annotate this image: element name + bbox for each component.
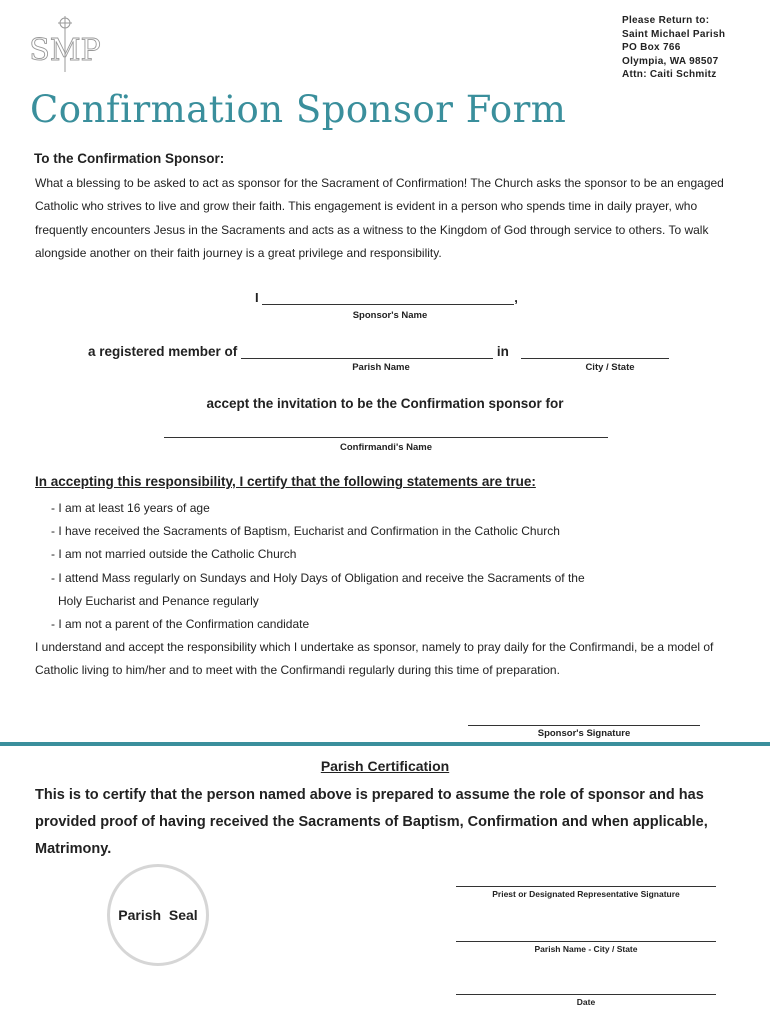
return-line: Olympia, WA 98507 — [622, 55, 719, 67]
parish-row — [88, 344, 669, 359]
in-label: in — [496, 344, 509, 359]
return-address — [622, 14, 725, 82]
certify-heading: In accepting this responsibility, I certify that the following statements are true: — [35, 474, 536, 489]
statement-item: - I am not married outside the Catholic Church — [51, 547, 297, 561]
parish-city-caption: Parish Name - City / State — [534, 944, 638, 954]
confirmandi-name-caption: Confirmandi's Name — [340, 442, 432, 453]
date-field[interactable] — [456, 994, 716, 995]
sponsor-name-row: I , — [255, 290, 518, 305]
parish-seal-label: Parish Seal — [118, 907, 198, 923]
parish-name-field[interactable] — [241, 346, 493, 359]
intro-paragraph: What a blessing to be asked to act as sponsor for the Sacrament of Confirmation! The Church asks the sponsor to be an engaged Catholic who strives to live and grow their faith. This engagement is evident in a person who spends time in daily prayer, who frequently encounters Jesus in the Sacraments and acts as a witness to the Kingdom of God through service to others. To walk alongside another on their faith journey is a great privilege and responsibility. — [35, 176, 724, 260]
parish-name-caption: Parish Name — [352, 362, 410, 373]
sponsor-name-caption: Sponsor's Name — [352, 310, 428, 321]
statement-item: - I have received the Sacraments of Baptism, Eucharist and Confirmation in the Catholic Church — [51, 524, 560, 538]
parish-seal-circle — [107, 864, 209, 966]
logo-monogram: SMP — [29, 33, 101, 68]
city-state-caption: City / State — [585, 362, 635, 373]
confirmandi-name-field[interactable] — [164, 437, 608, 438]
city-state-field[interactable] — [521, 346, 669, 359]
statement-item: Holy Eucharist and Penance regularly — [58, 594, 259, 608]
i-label: I — [255, 290, 259, 305]
sponsor-signature-caption: Sponsor's Signature — [537, 728, 631, 739]
parish-certification-heading: Parish Certification — [320, 758, 450, 774]
sponsor-name-field[interactable] — [262, 292, 514, 305]
statement-item: - I am not a parent of the Confirmation candidate — [51, 617, 310, 631]
return-line: Saint Michael Parish — [622, 28, 726, 40]
salutation: To the Confirmation Sponsor: — [34, 151, 225, 166]
sponsor-signature-field[interactable] — [468, 725, 700, 726]
return-line: PO Box 766 — [622, 42, 681, 53]
accept-invitation-text: accept the invitation to be the Confirmation sponsor for — [206, 396, 564, 411]
statement-item: - I attend Mass regularly on Sundays and Holy Days of Obligation and receive the Sacraments of the — [51, 571, 585, 585]
registered-label: a registered member of — [88, 344, 238, 359]
smp-monogram-logo — [29, 14, 101, 76]
certification-paragraph: This is to certify that the person named above is prepared to assume the role of sponsor and has provided proof of having received the Sacraments of Baptism, Confirmation and when applicable, Matrimony. — [35, 787, 708, 857]
return-line: Attn: Caiti Schmitz — [622, 69, 717, 80]
priest-signature-field[interactable] — [456, 886, 716, 887]
parish-city-field[interactable] — [456, 941, 716, 942]
date-caption: Date — [576, 997, 596, 1007]
section-divider — [0, 742, 770, 746]
statement-item: - I am at least 16 years of age — [51, 501, 210, 515]
understand-paragraph: I understand and accept the responsibility which I undertake as sponsor, namely to pray daily for the Confirmandi, be a model of Catholic living to him/her and to meet with the Confirmandi regularly during this time of preparation. — [35, 640, 714, 678]
return-line: Please Return to: — [622, 15, 710, 26]
page-title: Confirmation Sponsor Form — [30, 88, 567, 131]
priest-signature-caption: Priest or Designated Representative Signature — [492, 889, 680, 899]
